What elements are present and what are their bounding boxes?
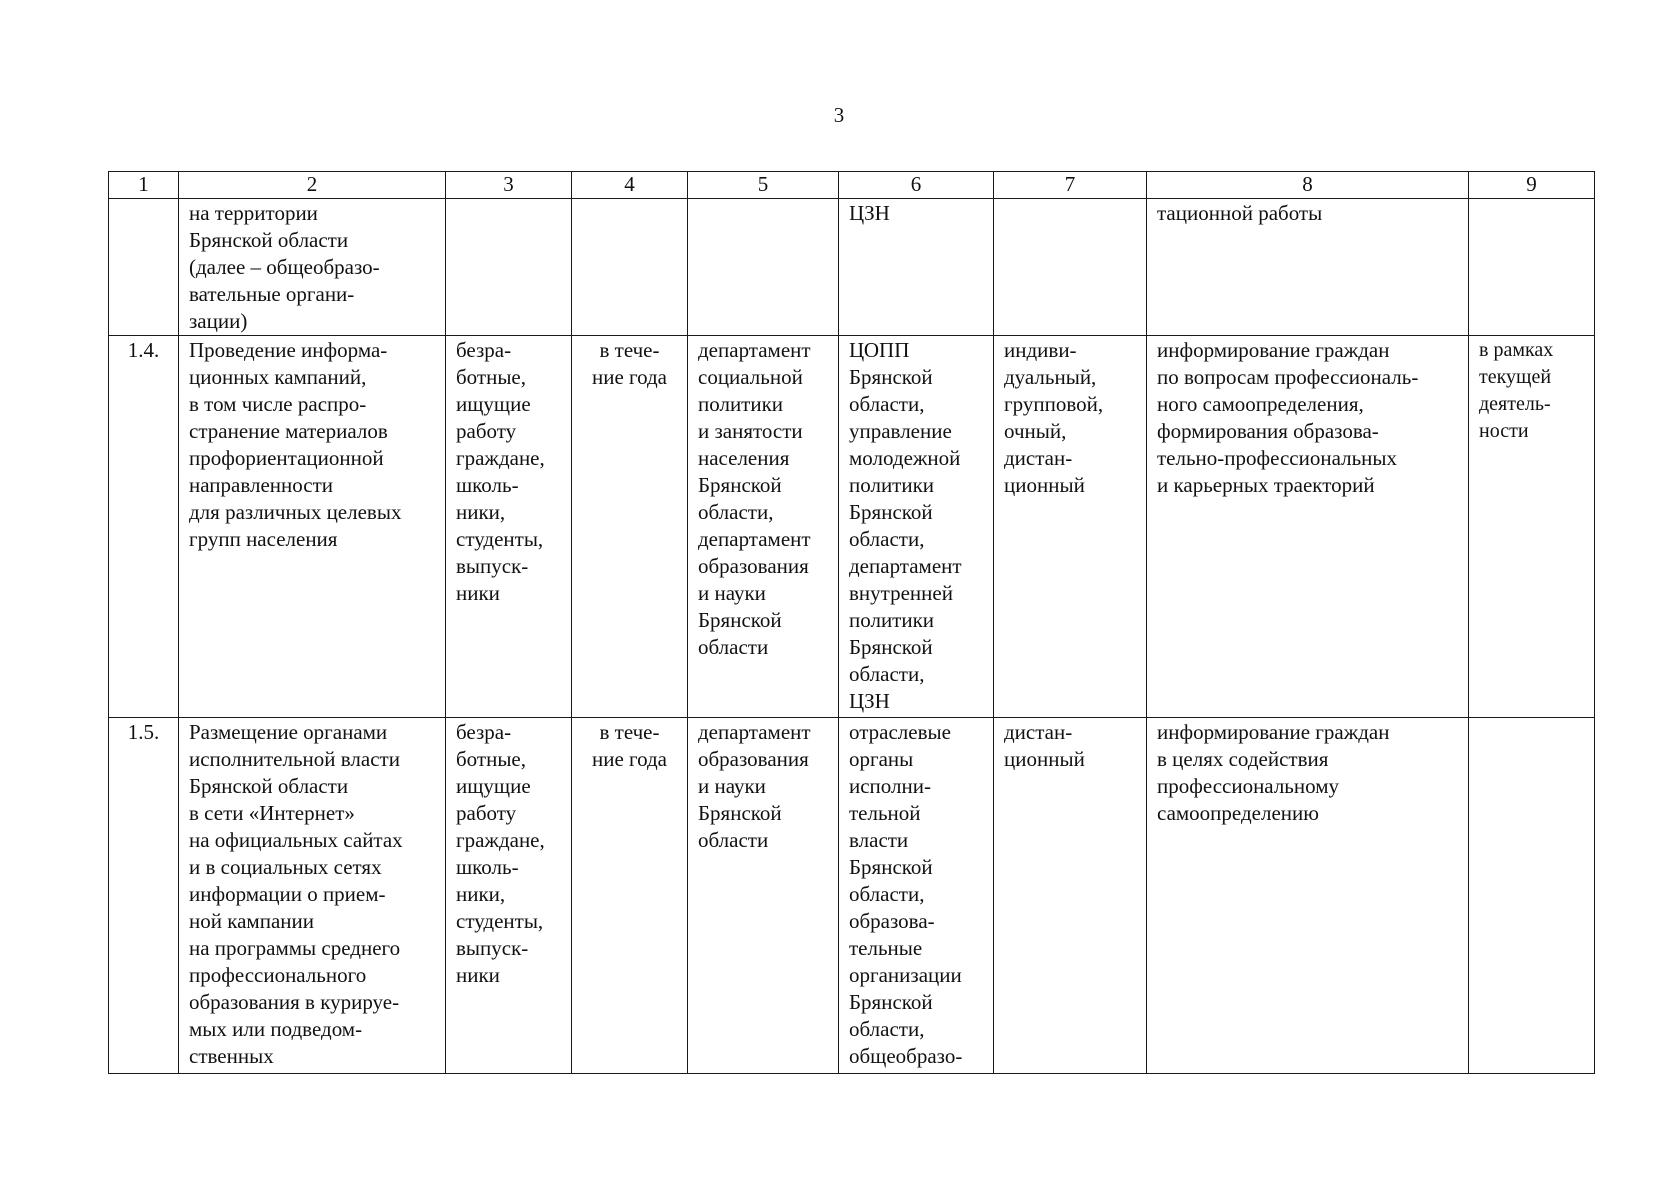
cell-text-line: области, — [698, 500, 774, 524]
note-cell — [1469, 336, 1595, 718]
cell-text-line: школь- — [456, 855, 519, 879]
cell-text-line: организации — [849, 963, 962, 987]
responsible-cell — [688, 199, 839, 336]
cell-text-line: власти — [849, 828, 909, 852]
cell-text-line: ЦЗН — [849, 201, 890, 225]
cell-text-line: Брянской области — [189, 774, 349, 798]
cell-text-line: на официальных сайтах — [189, 828, 403, 852]
cell-text-line: дистан- — [1004, 446, 1073, 470]
cell-text-line: департамент — [698, 338, 811, 362]
cell-text-line: исполни- — [849, 774, 931, 798]
cell-text-line: образования — [698, 554, 809, 578]
cell-text-line: ники — [456, 581, 500, 605]
target-group-cell — [446, 718, 572, 1074]
column-number-header: 4 — [572, 172, 688, 199]
cell-text-line: безра- — [456, 338, 512, 362]
cell-text-line: в рамках — [1479, 339, 1554, 361]
table-row — [109, 199, 1595, 336]
cell-text-line: образова- — [849, 909, 935, 933]
cell-text-line: и науки — [698, 774, 766, 798]
cell-text-line: информирование граждан — [1157, 720, 1390, 744]
cell-text-line: органы — [849, 747, 914, 771]
cell-text-line: для различных целевых — [189, 500, 402, 524]
cell-text-line: студенты, — [456, 527, 544, 551]
participants-cell — [839, 718, 994, 1074]
cell-text-line: индиви- — [1004, 338, 1077, 362]
cell-text-line: департамент — [698, 720, 811, 744]
cell-text-line: ботные, — [456, 365, 527, 389]
cell-text-line: ищущие — [456, 392, 531, 416]
cell-text-line: Размещение органами — [189, 720, 388, 744]
cell-text-line: студенты, — [456, 909, 544, 933]
cell-text-line: политики — [849, 608, 935, 632]
cell-text-line: ционный — [1004, 747, 1085, 771]
cell-text-line: молодежной — [849, 446, 961, 470]
responsible-cell — [688, 718, 839, 1074]
column-number-row — [109, 172, 1595, 199]
cell-text-line: ционный — [1004, 473, 1085, 497]
cell-text-line: работу — [456, 419, 517, 443]
result-cell — [1147, 199, 1469, 336]
cell-text-line: тельные — [849, 936, 923, 960]
cell-text-line: работу — [456, 801, 517, 825]
cell-text-line: политики — [849, 473, 935, 497]
cell-text-line: безра- — [456, 720, 512, 744]
cell-text-line: дистан- — [1004, 720, 1073, 744]
cell-text-line: странение материалов — [189, 419, 388, 443]
cell-text-line: социальной — [698, 365, 803, 389]
cell-text-line: информирование граждан — [1157, 338, 1390, 362]
cell-text-line: выпуск- — [456, 554, 529, 578]
cell-text-line: области, — [849, 882, 925, 906]
cell-text-line: Брянской — [849, 365, 933, 389]
cell-text-line: области — [698, 635, 769, 659]
column-number-header: 1 — [109, 172, 179, 199]
cell-text-line: Брянской — [698, 608, 782, 632]
cell-text-line: общеобразо- — [849, 1044, 963, 1068]
note-cell — [1469, 718, 1595, 1074]
cell-text-line: в сети «Интернет» — [189, 801, 355, 825]
cell-text-line: Брянской — [698, 801, 782, 825]
cell-text-line: области — [698, 828, 769, 852]
cell-text-line: (далее – общеобразо- — [189, 255, 380, 279]
cell-text-line: ного самоопределения, — [1157, 392, 1364, 416]
participants-cell — [839, 199, 994, 336]
cell-text-line: на программы среднего — [189, 936, 401, 960]
cell-text-line: Брянской — [849, 500, 933, 524]
cell-text-line: групповой, — [1004, 392, 1104, 416]
cell-text-line: в тече- — [599, 338, 660, 362]
table-row — [109, 718, 1595, 1074]
column-number-header: 2 — [179, 172, 446, 199]
result-cell — [1147, 336, 1469, 718]
cell-text-line: зации) — [189, 309, 248, 333]
cell-text-line: области, — [849, 392, 925, 416]
cell-text-line: и науки — [698, 581, 766, 605]
cell-text-line: Брянской — [849, 635, 933, 659]
cell-text-line: формирования образова- — [1157, 419, 1379, 443]
event-cell — [179, 336, 446, 718]
cell-text-line: в том числе распро- — [189, 392, 367, 416]
cell-text-line: департамент — [849, 554, 962, 578]
column-number-header: 3 — [446, 172, 572, 199]
item-number-cell — [109, 199, 179, 336]
cell-text-line: Брянской — [849, 990, 933, 1014]
note-cell — [1469, 199, 1595, 336]
cell-text-line: вательные органи- — [189, 282, 355, 306]
cell-text-line: ЦЗН — [849, 689, 890, 713]
cell-text-line: ники, — [456, 882, 506, 906]
cell-text-line: внутренней — [849, 581, 953, 605]
cell-text-line: самоопределению — [1157, 801, 1319, 825]
cell-text-line: в тече- — [599, 720, 660, 744]
cell-text-line: групп населения — [189, 527, 338, 551]
cell-text-line: тационной работы — [1157, 201, 1323, 225]
cell-text-line: направленности — [189, 473, 334, 497]
column-number-header: 7 — [994, 172, 1147, 199]
form-cell — [994, 199, 1147, 336]
responsible-cell — [688, 336, 839, 718]
cell-text-line: школь- — [456, 473, 519, 497]
target-group-cell — [446, 199, 572, 336]
item-number-cell: 1.5. — [109, 718, 179, 1074]
cell-text-line: ности — [1479, 420, 1529, 442]
activities-table — [108, 171, 1595, 1074]
cell-text-line: профессиональному — [1157, 774, 1339, 798]
cell-text-line: тельной — [849, 801, 921, 825]
cell-text-line: области, — [849, 662, 925, 686]
result-cell — [1147, 718, 1469, 1074]
cell-text-line: Брянской — [849, 855, 933, 879]
cell-text-line: граждане, — [456, 446, 545, 470]
cell-text-line: и занятости — [698, 419, 803, 443]
cell-text-line: профессионального — [189, 963, 367, 987]
cell-text-line: департамент — [698, 527, 811, 551]
cell-text-line: ние года — [591, 365, 668, 389]
term-cell — [572, 718, 688, 1074]
cell-text-line: ственных — [189, 1044, 274, 1068]
cell-text-line: очный, — [1004, 419, 1067, 443]
cell-text-line: ищущие — [456, 774, 531, 798]
page-number: 3 — [833, 103, 845, 127]
item-number-cell: 1.4. — [109, 336, 179, 718]
cell-text-line: ЦОПП — [849, 338, 910, 362]
column-number-header: 8 — [1147, 172, 1469, 199]
cell-text-line: области, — [849, 1017, 925, 1041]
cell-text-line: населения — [698, 446, 790, 470]
cell-text-line: ние года — [591, 747, 668, 771]
cell-text-line: политики — [698, 392, 784, 416]
cell-text-line: и карьерных траекторий — [1157, 473, 1375, 497]
term-cell — [572, 199, 688, 336]
cell-text-line: образования — [698, 747, 809, 771]
cell-text-line: граждане, — [456, 828, 545, 852]
cell-text-line: выпуск- — [456, 936, 529, 960]
cell-text-line: по вопросам профессиональ- — [1157, 365, 1419, 389]
event-cell — [179, 199, 446, 336]
cell-text-line: отраслевые — [849, 720, 951, 744]
cell-text-line: образования в курируе- — [189, 990, 400, 1014]
cell-text-line: профориентационной — [189, 446, 384, 470]
form-cell — [994, 718, 1147, 1074]
cell-text-line: ники — [456, 963, 500, 987]
cell-text-line: Брянской области — [189, 228, 349, 252]
column-number-header: 9 — [1469, 172, 1595, 199]
cell-text-line: в целях содействия — [1157, 747, 1329, 771]
cell-text-line: управление — [849, 419, 952, 443]
cell-text-line: Проведение информа- — [189, 338, 388, 362]
form-cell — [994, 336, 1147, 718]
cell-text-line: ционных кампаний, — [189, 365, 367, 389]
cell-text-line: ботные, — [456, 747, 527, 771]
table-row — [109, 336, 1595, 718]
cell-text-line: дуальный, — [1004, 365, 1097, 389]
cell-text-line: деятель- — [1479, 393, 1551, 415]
cell-text-line: ной кампании — [189, 909, 314, 933]
cell-text-line: на территории — [189, 201, 318, 225]
cell-text-line: области, — [849, 527, 925, 551]
column-number-header: 6 — [839, 172, 994, 199]
cell-text-line: тельно-профессиональных — [1157, 446, 1398, 470]
cell-text-line: мых или подведом- — [189, 1017, 363, 1041]
cell-text-line: Брянской — [698, 473, 782, 497]
cell-text-line: текущей — [1479, 366, 1552, 388]
cell-text-line: и в социальных сетях — [189, 855, 382, 879]
cell-text-line: информации о прием- — [189, 882, 386, 906]
term-cell — [572, 336, 688, 718]
target-group-cell — [446, 336, 572, 718]
participants-cell — [839, 336, 994, 718]
cell-text-line: ники, — [456, 500, 506, 524]
cell-text-line: исполнительной власти — [189, 747, 400, 771]
event-cell — [179, 718, 446, 1074]
column-number-header: 5 — [688, 172, 839, 199]
